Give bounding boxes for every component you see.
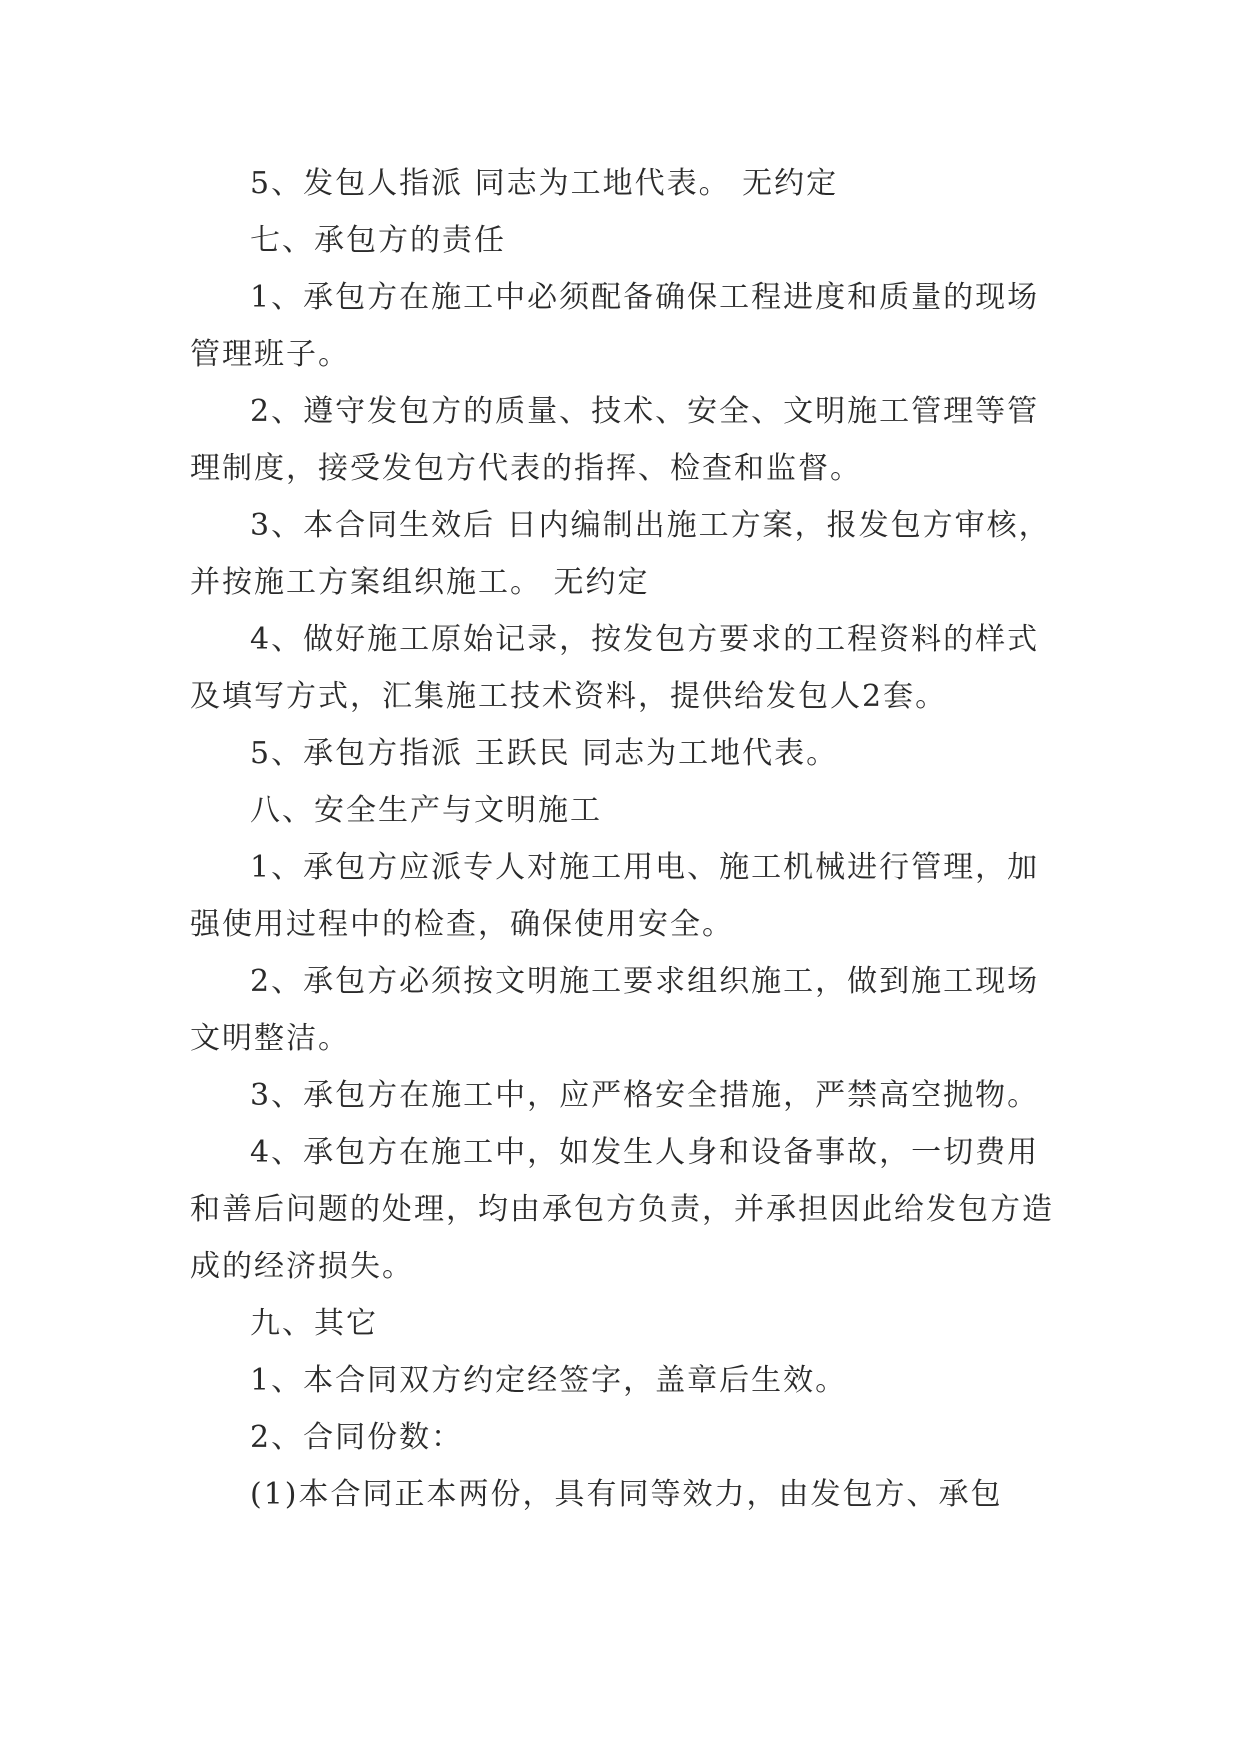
paragraph-construction-records: 4、做好施工原始记录，按发包方要求的工程资料的样式及填写方式，汇集施工技术资料，提供给发包人2套。 xyxy=(190,622,1040,714)
paragraph-comply-management-rules: 2、遵守发包方的质量、技术、安全、文明施工管理等管理制度，接受发包方代表的指挥、检查和监督。 xyxy=(190,394,1040,486)
section-heading-other: 九、其它 xyxy=(250,1306,378,1341)
contract-text xyxy=(190,155,1070,1523)
paragraph-original-copies: (1)本合同正本两份，具有同等效力，由发包方、承包 xyxy=(250,1477,1003,1512)
paragraph-accident-liability: 4、承包方在施工中，如发生人身和设备事故，一切费用和善后问题的处理，均由承包方负责，并承担因此给发包方造成的经济损失。 xyxy=(190,1135,1054,1284)
paragraph-designated-representative-employer: 5、发包人指派 同志为工地代表。 无约定 xyxy=(250,166,839,201)
paragraph-construction-plan: 3、本合同生效后 日内编制出施工方案，报发包方审核，并按施工方案组织施工。 无约定 xyxy=(190,508,1051,600)
paragraph-site-management: 1、承包方在施工中必须配备确保工程进度和质量的现场管理班子。 xyxy=(190,280,1040,372)
paragraph-effective-upon-signing: 1、本合同双方约定经签字，盖章后生效。 xyxy=(250,1363,848,1398)
paragraph-electricity-machinery: 1、承包方应派专人对施工用电、施工机械进行管理，加强使用过程中的检查，确保使用安全。 xyxy=(190,850,1040,942)
paragraph-designated-representative-contractor: 5、承包方指派 王跃民 同志为工地代表。 xyxy=(250,736,839,771)
paragraph-contract-copies: 2、合同份数： xyxy=(250,1420,464,1455)
paragraph-safety-measures: 3、承包方在施工中，应严格安全措施，严禁高空抛物。 xyxy=(250,1078,1040,1113)
paragraph-civilized-construction: 2、承包方必须按文明施工要求组织施工，做到施工现场文明整洁。 xyxy=(190,964,1040,1056)
section-heading-safety-civilized-construction: 八、安全生产与文明施工 xyxy=(250,793,602,828)
section-heading-contractor-responsibilities: 七、承包方的责任 xyxy=(250,223,506,258)
